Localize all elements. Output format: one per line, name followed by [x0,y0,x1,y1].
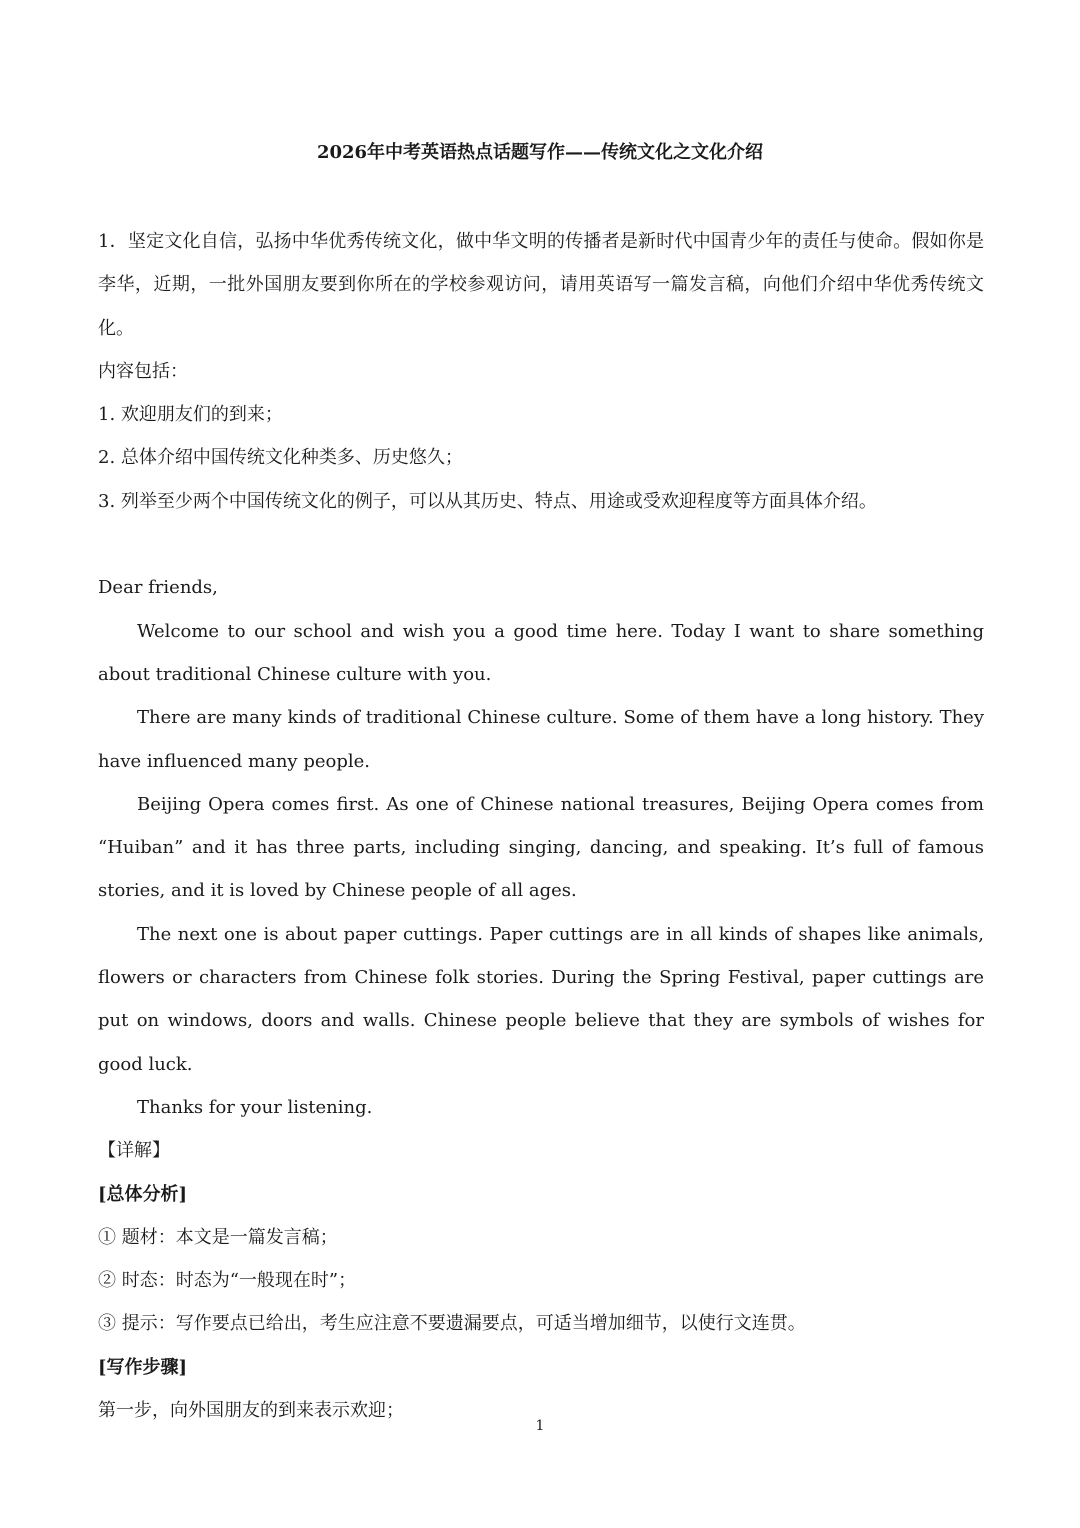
essay-paragraph-2: There are many kinds of traditional Chinese culture. Some of them have a long history. They have influenced many people. [98,707,984,772]
spacer [98,523,984,566]
overall-item-1: ① 题材：本文是一篇发言稿； [98,1226,338,1248]
analysis-label: 【详解】 [98,1140,170,1162]
content-label: 内容包括： [98,360,188,382]
writing-step-1: 第一步，向外国朋友的到来表示欢迎； [98,1400,404,1422]
overall-analysis-heading: [总体分析] [98,1183,188,1205]
essay-closing: Thanks for your listening. [137,1096,373,1118]
task-point-1: 1. 欢迎朋友们的到来； [98,404,283,426]
page-number: 1 [535,1418,545,1434]
writing-steps-heading: [写作步骤] [98,1356,188,1378]
essay-paragraph-4: The next one is about paper cuttings. Paper cuttings are in all kinds of shapes like animals, flowers or characters from Chinese folk stories. During the Spring Festival, paper cuttings are put on windows, doors and walls. Chinese people believe that they are symbols of wishes for good luck. [98,923,984,1075]
essay-greeting: Dear friends, [98,577,218,599]
overall-item-2: ② 时态：时态为“一般现在时”； [98,1270,357,1292]
document-body [98,220,984,1432]
task-prompt: 1．坚定文化自信，弘扬中华优秀传统文化，做中华文明的传播者是新时代中国青少年的责任与使命。假如你是李华，近期，一批外国朋友要到你所在的学校参观访问，请用英语写一篇发言稿，向他们介绍中华优秀传统文化。 [98,231,984,339]
task-point-2: 2. 总体介绍中国传统文化种类多、历史悠久； [98,447,463,469]
overall-item-3: ③ 提示：写作要点已给出，考生应注意不要遗漏要点，可适当增加细节，以使行文连贯。 [98,1313,806,1335]
task-point-3: 3. 列举至少两个中国传统文化的例子，可以从其历史、特点、用途或受欢迎程度等方面具体介绍。 [98,490,877,512]
essay-paragraph-1: Welcome to our school and wish you a good time here. Today I want to share something about traditional Chinese culture with you. [98,620,984,685]
essay-paragraph-3: Beijing Opera comes first. As one of Chinese national treasures, Beijing Opera comes from “Huiban” and it has three parts, including singing, dancing, and speaking. It’s full of famous stories, and it is loved by Chinese people of all ages. [98,793,984,902]
page-title: 2026年中考英语热点话题写作——传统文化之文化介绍 [316,142,764,163]
